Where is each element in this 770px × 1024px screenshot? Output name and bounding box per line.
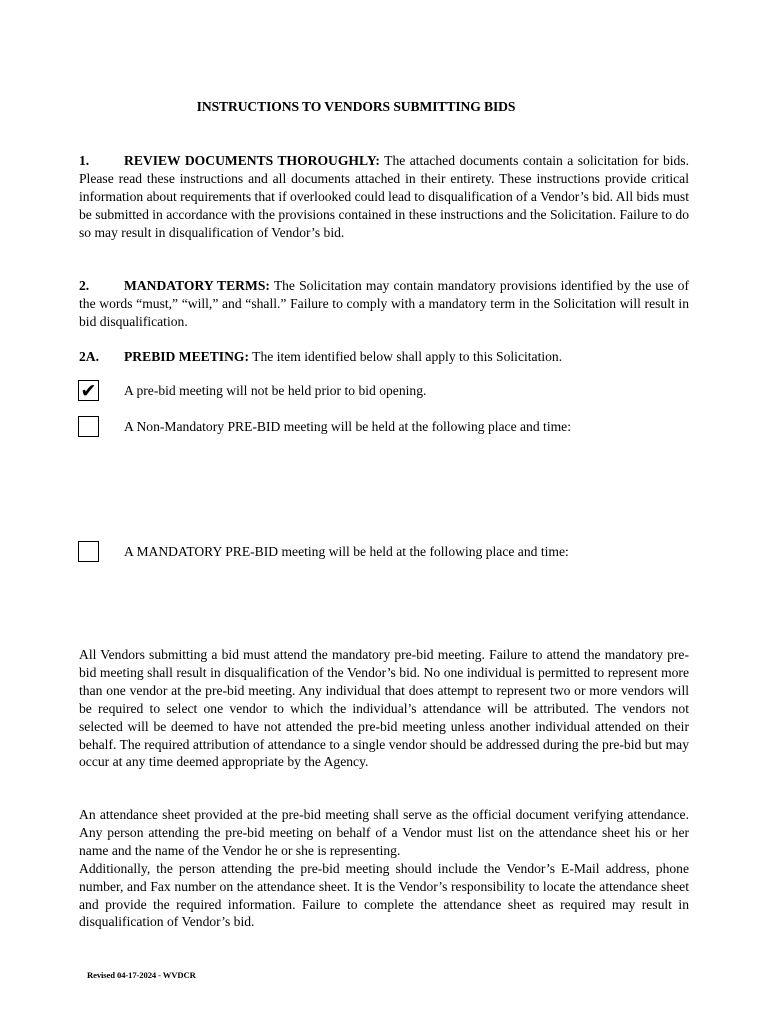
section-2a-number: 2A. <box>79 349 100 364</box>
section-2-paragraph <box>79 277 689 331</box>
section-2-number: 2. <box>79 278 90 293</box>
section-1-number: 1. <box>79 153 90 168</box>
option-no-prebid[interactable] <box>78 380 688 404</box>
section-2-heading: MANDATORY TERMS: <box>124 278 270 293</box>
section-1-heading: REVIEW DOCUMENTS THOROUGHLY: <box>124 153 380 168</box>
checkbox-empty-icon[interactable] <box>78 541 99 562</box>
document-title: INSTRUCTIONS TO VENDORS SUBMITTING BIDS <box>196 99 516 114</box>
option-non-mandatory-prebid-label: A Non-Mandatory PRE-BID meeting will be held at the following place and time: <box>124 419 571 434</box>
section-2a-paragraph <box>79 348 689 366</box>
section-1-body: The attached documents contain a solicitation for bids. Please read these instructions and all documents attached in their entirety. These instructions provide critical information about requirements that if overlooked could lead to disqualification of a Vendor’s bid. All bids must be submitted in accordance with the provisions contained in these instructions and the Solicitation. Failure to do so may result in disqualification of Vendor’s bid. <box>79 153 689 240</box>
section-2a-body: The item identified below shall apply to this Solicitation. <box>252 349 563 364</box>
attendance-sheet-text-2: Additionally, the person attending the pre-bid meeting should include the Vendor’s E-Mail address, phone number, and Fax number on the attendance sheet. It is the Vendor’s responsibility to locate the attendance sheet and provide the required information. Failure to complete the attendance sheet as required may result in disqualification of Vendor’s bid. <box>79 860 689 930</box>
section-2a-heading: PREBID MEETING: <box>124 349 249 364</box>
section-1-paragraph <box>79 152 689 242</box>
checkbox-checked-icon[interactable]: ✔ <box>78 380 99 401</box>
option-no-prebid-label: A pre-bid meeting will not be held prior to bid opening. <box>124 383 427 398</box>
attendance-paragraph: All Vendors submitting a bid must attend the mandatory pre-bid meeting. Failure to attend the mandatory pre-bid meeting shall result in disqualification of the Vendor’s bid. No one individual is permitted to represent more than one vendor at the pre-bid meeting. Any individual that does attempt to represent two or more vendors will be required to select one vendor to which the individual’s attendance will be attributed. The vendors not selected will be deemed to have not attended the pre-bid meeting unless another individual attended on their behalf. The required attribution of attendance to a single vendor should be addressed during the pre-bid but may occur at any time deemed appropriate by the Agency. <box>79 647 689 770</box>
revision-footer: Revised 04-17-2024 - WVDCR <box>87 970 196 980</box>
checkbox-empty-icon[interactable] <box>78 416 99 437</box>
option-mandatory-prebid-label: A MANDATORY PRE-BID meeting will be held at the following place and time: <box>124 544 569 559</box>
option-non-mandatory-prebid[interactable] <box>78 416 688 440</box>
attendance-sheet-paragraph <box>79 806 689 931</box>
attendance-sheet-text-1: An attendance sheet provided at the pre-bid meeting shall serve as the official document verifying attendance. Any person attending the pre-bid meeting on behalf of a Vendor must list on the attendance sheet his or her name and the name of the Vendor he or she is representing. <box>79 807 689 858</box>
option-mandatory-prebid[interactable] <box>78 541 688 565</box>
section-2-body: The Solicitation may contain mandatory provisions identified by the use of the words “must,” “will,” and “shall.” Failure to comply with a mandatory term in the Solicitation will result in bid disqualification. <box>79 278 689 329</box>
